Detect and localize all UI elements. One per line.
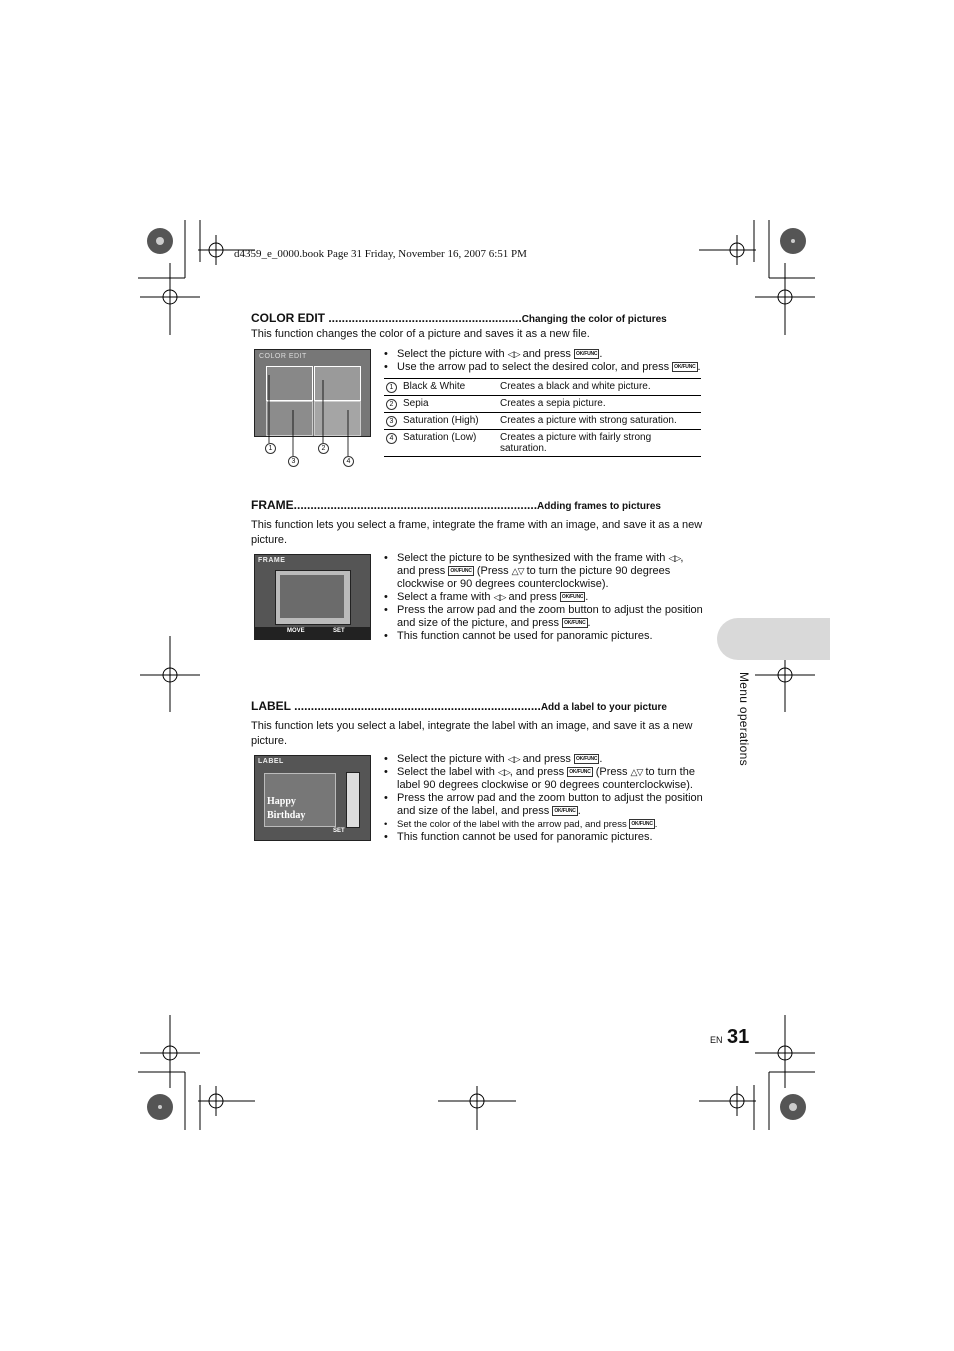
- label-subtitle: Add a label to your picture: [540, 702, 667, 713]
- frame-heading: [251, 498, 661, 512]
- callout-2: 2: [318, 443, 329, 454]
- header-line: d4359_e_0000.book Page 31 Friday, November 16, 2007 6:51 PM: [234, 248, 527, 260]
- ok-func-button-icon: OK/FUNC: [575, 756, 598, 763]
- color-edit-step-1: • Select the picture with ◁▷ and press OK/FUNC .: [384, 348, 704, 361]
- ok-func-button-icon: OK/FUNC: [450, 568, 472, 575]
- frame-description: This function lets you select a frame, integrate the frame with an image, and save it as a new picture.: [251, 519, 703, 546]
- frame-subtitle: Adding frames to pictures: [537, 501, 661, 512]
- label-color-slider: [346, 772, 360, 828]
- frame-steps: [384, 552, 704, 643]
- label-screen-set: SET: [333, 828, 345, 834]
- label-screen-text-2: Birthday: [267, 810, 306, 821]
- color-edit-subtitle: Changing the color of pictures: [521, 314, 667, 325]
- label-step-4: • Set the color of the label with the arrow pad, and press OK/FUNC .: [384, 818, 704, 831]
- callout-3: 3: [288, 456, 299, 467]
- frame-screen-set: SET: [333, 628, 345, 634]
- left-right-arrow-icon: ◁▷: [668, 553, 681, 563]
- frame-preview: [275, 570, 351, 625]
- label-screen-label: LABEL: [258, 758, 284, 765]
- color-edit-heading: [251, 311, 667, 325]
- label-screen-text-1: Happy: [267, 796, 296, 807]
- frame-step-3: • Press the arrow pad and the zoom button to adjust the position and size of the picture, and press OK/FUNC .: [384, 604, 704, 630]
- table-row: 4 Saturation (Low) Creates a picture with fairly strong saturation.: [384, 430, 701, 457]
- label-step-1: • Select the picture with ◁▷ and press OK/FUNC .: [384, 753, 704, 766]
- frame-step-4: • This function cannot be used for panoramic pictures.: [384, 630, 704, 643]
- frame-step-1: • Select the picture to be synthesized with the frame with ◁▷, and press OK/FUNC (Press △▽ to turn the picture 90 degrees clockwise or 90 degrees counterclockwise).: [384, 552, 704, 591]
- ok-func-button-icon: OK/FUNC: [575, 351, 598, 358]
- callout-4: 4: [343, 456, 354, 467]
- label-screen: [254, 755, 371, 841]
- frame-screen-label: FRAME: [258, 557, 286, 564]
- color-edit-steps: [384, 348, 704, 374]
- frame-title: FRAME.........................................................................: [251, 498, 538, 512]
- page-lang: EN: [710, 1035, 723, 1045]
- left-right-arrow-icon: ◁▷: [497, 767, 510, 777]
- color-edit-screen-label: COLOR EDIT: [259, 353, 307, 360]
- label-step-3: • Press the arrow pad and the zoom button to adjust the position and size of the label, and press OK/FUNC .: [384, 792, 704, 818]
- ok-func-button-icon: OK/FUNC: [564, 620, 586, 627]
- label-title: LABEL ..........................................................................: [251, 699, 541, 713]
- ok-func-button-icon: OK/FUNC: [631, 821, 653, 828]
- side-tab-text: Menu operations: [737, 672, 751, 766]
- ok-func-button-icon: OK/FUNC: [561, 594, 584, 601]
- page-number: [710, 1026, 749, 1049]
- callout-lines: [254, 370, 369, 470]
- label-heading: [251, 699, 667, 713]
- table-row: 1 Black & White Creates a black and white picture.: [384, 379, 701, 396]
- color-edit-description: This function changes the color of a picture and saves it as a new file.: [251, 328, 590, 340]
- color-edit-title: COLOR EDIT ..........................................................: [251, 311, 522, 325]
- label-description: This function lets you select a label, integrate the label with an image, and save it as a new picture.: [251, 720, 693, 747]
- ok-func-button-icon: OK/FUNC: [554, 808, 576, 815]
- left-right-arrow-icon: ◁▷: [493, 592, 506, 602]
- ok-func-button-icon: OK/FUNC: [569, 769, 591, 776]
- table-row: 2 Sepia Creates a sepia picture.: [384, 396, 701, 413]
- frame-screen: [254, 554, 371, 640]
- callout-1: 1: [265, 443, 276, 454]
- ok-func-button-icon: OK/FUNC: [674, 364, 696, 371]
- page-num: 31: [726, 1026, 750, 1048]
- label-steps: [384, 753, 704, 844]
- label-step-2: • Select the label with ◁▷, and press OK/FUNC (Press △▽ to turn the label 90 degrees clockwise or 90 degrees counterclockwise).: [384, 766, 704, 792]
- side-tab: [717, 618, 830, 660]
- left-right-arrow-icon: ◁▷: [507, 754, 520, 764]
- left-right-arrow-icon: ◁▷: [507, 349, 520, 359]
- label-step-5: • This function cannot be used for panoramic pictures.: [384, 831, 704, 844]
- up-down-arrow-icon: △▽: [511, 566, 524, 576]
- frame-step-2: • Select a frame with ◁▷ and press OK/FUNC .: [384, 591, 704, 604]
- table-row: 3 Saturation (High) Creates a picture with strong saturation.: [384, 413, 701, 430]
- color-edit-step-2: • Use the arrow pad to select the desired color, and press OK/FUNC .: [384, 361, 704, 374]
- color-options-table: [384, 378, 701, 457]
- up-down-arrow-icon: △▽: [630, 767, 643, 777]
- frame-screen-move: MOVE: [287, 628, 305, 634]
